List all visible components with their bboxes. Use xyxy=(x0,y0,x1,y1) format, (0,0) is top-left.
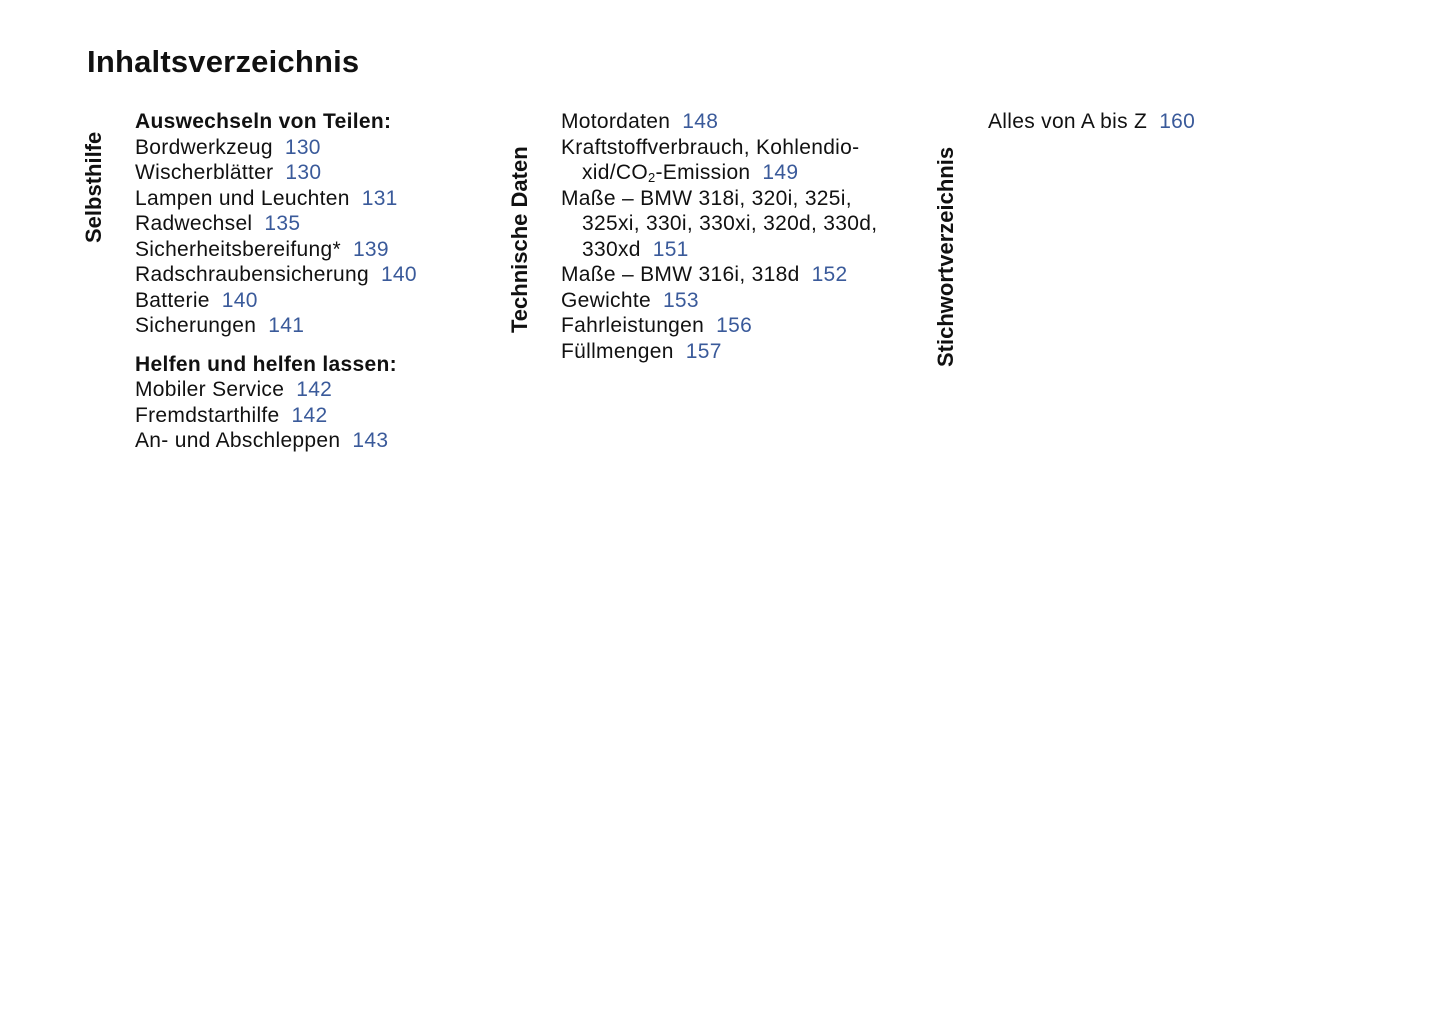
toc-page-number[interactable]: 142 xyxy=(296,378,333,401)
toc-entry-text: Lampen und Leuchten xyxy=(135,186,350,210)
toc-entry-kraftstoffverbrauch[interactable] xyxy=(561,135,921,186)
toc-entry-text: Radschraubensicherung xyxy=(135,263,369,286)
section-label-technische-daten: Technische Daten xyxy=(507,146,532,333)
toc-page-number[interactable]: 141 xyxy=(268,314,305,337)
toc-group-helfen xyxy=(135,352,495,454)
toc-page-number[interactable]: 157 xyxy=(685,339,722,363)
toc-entry-an-und-abschleppen[interactable] xyxy=(135,428,495,454)
toc-entry-text: -Emission xyxy=(655,161,751,184)
toc-entry-text: xid/CO xyxy=(582,161,648,184)
toc-entry-fuellmengen[interactable] xyxy=(561,339,921,365)
toc-entry-radschraubensicherung[interactable] xyxy=(135,262,495,288)
toc-entry-text: An- und Abschleppen xyxy=(135,429,341,452)
toc-entry-fahrleistungen[interactable] xyxy=(561,313,921,339)
toc-entry-radwechsel[interactable] xyxy=(135,211,495,237)
toc-entry-alles-von-a-bis-z[interactable] xyxy=(988,109,1348,135)
toc-entry-batterie[interactable] xyxy=(135,288,495,314)
toc-entry-sicherheitsbereifung[interactable] xyxy=(135,237,495,263)
toc-entry-text: 330xd xyxy=(582,237,641,261)
toc-entry-continuation xyxy=(561,237,921,263)
section-stichwortverzeichnis xyxy=(988,109,1348,135)
section-selbsthilfe xyxy=(135,109,495,454)
toc-entry-text: Mobiler Service xyxy=(135,378,285,401)
toc-group-heading: Helfen und helfen lassen: xyxy=(135,352,397,376)
section-technische-daten xyxy=(561,109,921,364)
toc-entry-text: Batterie xyxy=(135,288,210,312)
toc-entry-motordaten[interactable] xyxy=(561,109,921,135)
toc-entry-text: Fahrleistungen xyxy=(561,314,705,337)
toc-entry-text: Füllmengen xyxy=(561,339,674,363)
toc-group-heading: Auswechseln von Teilen: xyxy=(135,110,392,133)
toc-entry-continuation: 325xi, 330i, 330xi, 320d, 330d, xyxy=(582,212,878,235)
toc-entry-masse-318i[interactable] xyxy=(561,186,921,263)
toc-page-number[interactable]: 160 xyxy=(1159,110,1196,133)
toc-entry-wischerblaetter[interactable] xyxy=(135,160,495,186)
toc-entry-text: Radwechsel xyxy=(135,212,253,235)
toc-page-number[interactable]: 130 xyxy=(285,161,322,184)
toc-entry-text: Wischerblätter xyxy=(135,161,274,184)
toc-entry-sicherungen[interactable] xyxy=(135,313,495,339)
toc-page-number[interactable]: 140 xyxy=(221,288,258,312)
toc-page-number[interactable]: 152 xyxy=(811,263,848,286)
toc-page-number[interactable]: 143 xyxy=(352,429,389,452)
toc-page-number[interactable]: 149 xyxy=(762,161,799,184)
toc-entry-text: Sicherheitsbereifung* xyxy=(135,237,341,261)
toc-entry-text: Maße – BMW 318i, 320i, 325i, xyxy=(561,186,852,210)
toc-page-number[interactable]: 139 xyxy=(352,237,389,261)
toc-page-number[interactable]: 148 xyxy=(682,110,719,133)
toc-group-auswechseln xyxy=(135,109,495,339)
toc-entry-continuation xyxy=(561,160,921,186)
toc-page-number[interactable]: 135 xyxy=(264,212,301,235)
toc-page-number[interactable]: 142 xyxy=(291,403,328,427)
section-label-stichwortverzeichnis: Stichwortverzeichnis xyxy=(933,146,958,367)
toc-entry-lampen-und-leuchten[interactable] xyxy=(135,186,495,212)
toc-entry-fremdstarthilfe[interactable] xyxy=(135,403,495,429)
section-label-selbsthilfe: Selbsthilfe xyxy=(81,131,106,243)
toc-page-number[interactable]: 130 xyxy=(284,135,321,159)
toc-entry-text: Kraftstoffverbrauch, Kohlendio- xyxy=(561,135,860,159)
toc-page-number[interactable]: 140 xyxy=(380,263,417,286)
toc-entry-masse-316i[interactable] xyxy=(561,262,921,288)
page-title: Inhaltsverzeichnis xyxy=(87,44,360,79)
toc-page-number[interactable]: 131 xyxy=(361,186,398,210)
toc-entry-text: Motordaten xyxy=(561,110,671,133)
toc-entry-text: Fremdstarthilfe xyxy=(135,403,280,427)
toc-page-number[interactable]: 156 xyxy=(716,314,753,337)
subscript-2: 2 xyxy=(647,170,656,185)
toc-entry-text: Maße – BMW 316i, 318d xyxy=(561,263,800,286)
toc-entry-text: Gewichte xyxy=(561,288,651,312)
toc-entry-text: Sicherungen xyxy=(135,314,257,337)
toc-page-number[interactable]: 151 xyxy=(652,237,689,261)
toc-page-number[interactable]: 153 xyxy=(662,288,699,312)
toc-entry-bordwerkzeug[interactable] xyxy=(135,135,495,161)
toc-entry-text: Alles von A bis Z xyxy=(988,110,1148,133)
toc-entry-mobiler-service[interactable] xyxy=(135,377,495,403)
toc-entry-gewichte[interactable] xyxy=(561,288,921,314)
toc-entry-text: Bordwerkzeug xyxy=(135,135,273,159)
